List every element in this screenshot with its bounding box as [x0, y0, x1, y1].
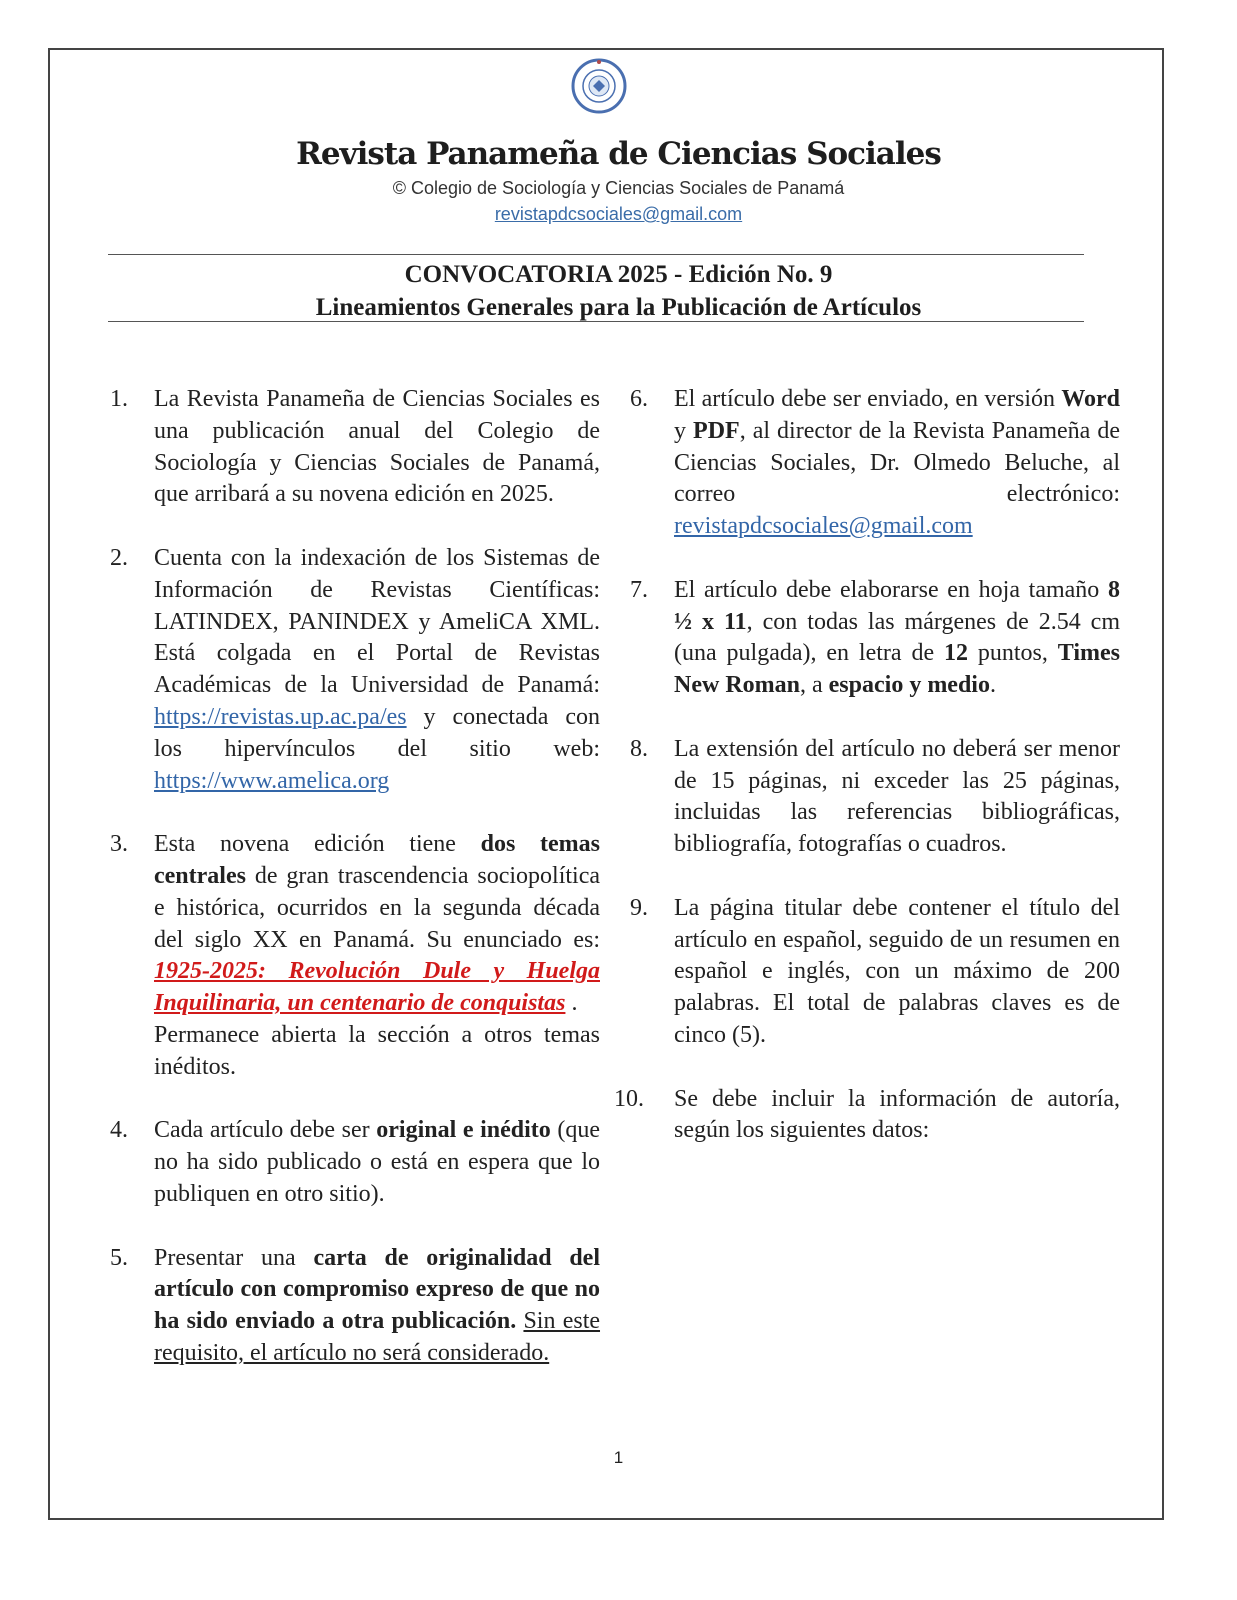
convocatoria-heading — [0, 258, 1237, 324]
submission-email-link[interactable]: revistapdcsociales@gmail.com — [674, 513, 973, 540]
list-item-9 — [628, 893, 1120, 1052]
top-rule — [108, 254, 1084, 255]
item-number: 7. — [630, 576, 648, 603]
item-text: La página titular debe contener el título del artículo en español, seguido de un resumen en español e inglés, con un máximo de 200 palabras. El total de palabras claves es de cinco (5). — [674, 894, 1120, 1048]
item-text: El artículo debe elaborarse en hoja tamaño — [674, 576, 1108, 603]
list-item-2 — [108, 543, 600, 797]
list-item-3 — [108, 829, 600, 1083]
left-column — [108, 384, 600, 1370]
page-number: 1 — [613, 1448, 624, 1467]
list-item-1 — [108, 384, 600, 511]
item-number: 4. — [110, 1117, 128, 1144]
item-text: , al director de la Revista Panameña de Ciencias Sociales, Dr. Olmedo Beluche, al correo electrónico: — [674, 417, 1121, 508]
theme-highlight: 1925-2025: Revolución Dule y Huelga Inquilinaria, un centenario de conquistas — [154, 958, 600, 1017]
item-text: puntos, — [967, 640, 1058, 667]
item-number: 10. — [614, 1085, 644, 1112]
list-item-8 — [628, 734, 1120, 861]
item-text: . — [565, 990, 578, 1017]
list-item-6 — [628, 384, 1120, 543]
item-text: Cada artículo debe ser — [154, 1117, 377, 1144]
header-email-line — [0, 204, 1237, 225]
item-text: Esta novena edición tiene — [154, 831, 481, 858]
item-text: Se debe incluir la información de autoría, según los siguientes datos: — [674, 1085, 1120, 1144]
list-item-7 — [628, 575, 1120, 702]
up-journals-link[interactable]: https://revistas.up.ac.pa/es — [154, 703, 407, 730]
item-bold: carta de originalidad del artículo con compromiso expreso de que no ha sido enviado a otra publicación. — [154, 1244, 600, 1335]
item-underlined: Sin este requisito, el artículo no será considerado. — [154, 1308, 601, 1366]
convocatoria-title: CONVOCATORIA 2025 - Edición No. 9 — [404, 261, 833, 288]
item-text: Cuenta con la indexación de los Sistemas de Información de Revistas Científicas: LATINDEX, PANINDEX y AmeliCA XML. Está colgada en el Portal de Revistas Académicas de la Universidad de Panamá: — [154, 544, 600, 699]
list-item-4 — [108, 1115, 600, 1210]
amelica-link[interactable]: https://www.amelica.org — [154, 767, 390, 794]
item-number: 5. — [110, 1244, 128, 1271]
item-bold: original e inédito — [376, 1117, 551, 1144]
item-text: La Revista Panameña de Ciencias Sociales es una publicación anual del Colegio de Sociología y Ciencias Sociales de Panamá, que arribará a su novena edición en 2025. — [154, 386, 600, 508]
item-bold: PDF — [693, 417, 740, 444]
item-text: . — [989, 672, 996, 699]
item-number: 2. — [110, 544, 128, 571]
item-bold: dos temas centrales — [154, 831, 601, 889]
list-item-5 — [108, 1243, 600, 1370]
item-text: y conectada con los hipervínculos del sitio web: — [154, 703, 600, 762]
header-email-link[interactable]: revistapdcsociales@gmail.com — [494, 204, 743, 224]
journal-title: Revista Panameña de Ciencias Sociales — [296, 136, 941, 172]
item-bold: 12 — [943, 640, 968, 667]
item-text: , a — [800, 672, 829, 699]
bottom-rule — [108, 321, 1084, 322]
item-number: 1. — [110, 386, 128, 412]
item-text: , con todas las márgenes de 2.54 cm (una pulgada), en letra de — [674, 608, 1121, 667]
college-seal-logo — [566, 58, 632, 114]
item-bold: 8 ½ x 11 — [674, 576, 1120, 635]
item-number: 8. — [630, 735, 648, 762]
item-bold: espacio y medio — [828, 672, 990, 699]
right-column — [614, 384, 1121, 1179]
item-bold: Word — [1061, 386, 1120, 412]
item-number: 9. — [630, 894, 648, 921]
item-text: de gran trascendencia sociopolítica e histórica, ocurridos en la segunda década del siglo XX en Panamá. Su enunciado es: — [154, 862, 600, 953]
convocatoria-subtitle: Lineamientos Generales para la Publicación de Artículos — [315, 294, 922, 321]
item-number: 3. — [110, 831, 128, 858]
item-text: Presentar una — [154, 1244, 314, 1271]
item-text: La extensión del artículo no deberá ser menor de 15 páginas, ni exceder las 25 páginas, incluidas las referencias bibliográficas, bibliografía, fotografías o cuadros. — [674, 735, 1120, 858]
item-text: El artículo debe ser enviado, en versión — [674, 386, 1062, 412]
item-bold: Times New Roman — [674, 640, 1120, 699]
item-number: 6. — [630, 386, 648, 412]
list-item-10 — [614, 1084, 1120, 1148]
item-note: Permanece abierta la sección a otros temas inéditos. — [154, 1021, 600, 1080]
item-text: (que no ha sido publicado o está en espera que lo publiquen en otro sitio). — [154, 1117, 600, 1207]
item-text: y — [674, 417, 694, 444]
copyright-line: © Colegio de Sociología y Ciencias Sociales de Panamá — [392, 178, 845, 198]
